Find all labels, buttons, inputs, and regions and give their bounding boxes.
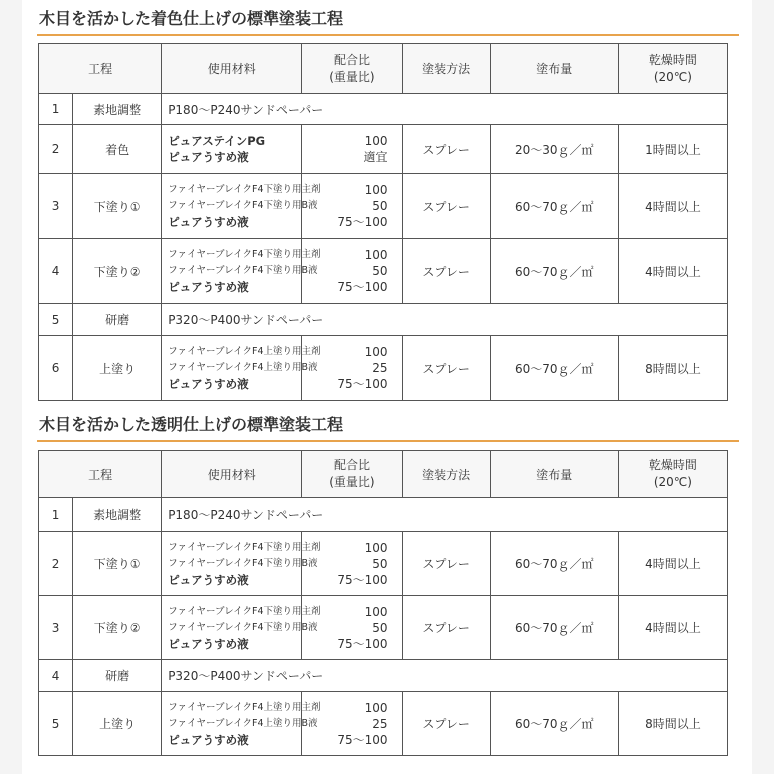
row-materials xyxy=(162,125,302,174)
table-row xyxy=(39,596,728,660)
ratio-line: 100 xyxy=(364,183,388,197)
ratio-line: 75～100 xyxy=(337,215,388,229)
row-step: 下塗り② xyxy=(73,596,162,660)
row-step: 素地調整 xyxy=(73,94,162,125)
row-span-text: P180～P240サンドペーパー xyxy=(162,498,728,532)
row-dry: 4時間以上 xyxy=(618,239,727,304)
row-dry: 1時間以上 xyxy=(618,125,727,174)
row-dry: 8時間以上 xyxy=(618,692,727,756)
ratio-line: 75～100 xyxy=(337,636,388,651)
header-step: 工程 xyxy=(39,44,162,94)
material-line: ファイヤーブレイクF4上塗り用主剤 xyxy=(168,701,321,713)
row-dry: 4時間以上 xyxy=(618,532,727,596)
header-material: 使用材料 xyxy=(162,451,302,498)
ratio-line: 100 xyxy=(364,134,388,148)
row-amount: 60～70ｇ／㎡ xyxy=(490,532,618,596)
header-amount: 塗布量 xyxy=(490,451,618,498)
row-dry: 4時間以上 xyxy=(618,596,727,660)
table-header-row xyxy=(39,451,728,498)
header-dry-line2: (20℃) xyxy=(653,69,692,84)
material-line: ピュアうすめ液 xyxy=(168,732,249,747)
material-line: ピュアうすめ液 xyxy=(168,150,249,164)
material-line: ピュアうすめ液 xyxy=(168,636,249,651)
row-materials xyxy=(162,174,321,239)
ratio-line: 50 xyxy=(372,199,388,213)
table-row xyxy=(39,94,728,125)
material-line: ファイヤーブレイクF4下塗り用B液 xyxy=(168,265,318,276)
material-line: ファイヤーブレイクF4下塗り用主剤 xyxy=(168,605,321,617)
row-number: 2 xyxy=(39,125,73,174)
material-line: ファイヤーブレイクF4下塗り用主剤 xyxy=(168,249,321,260)
table-row xyxy=(39,660,728,692)
header-dry-line1: 乾燥時間 xyxy=(648,52,697,67)
ratio-line: 75～100 xyxy=(337,280,388,294)
row-number: 5 xyxy=(39,304,73,336)
ratio-line: 75～100 xyxy=(337,572,388,587)
row-number: 1 xyxy=(39,498,73,532)
row-dry: 8時間以上 xyxy=(618,336,727,401)
row-materials xyxy=(162,596,321,660)
ratio-line: 100 xyxy=(364,248,388,262)
row-dry: 4時間以上 xyxy=(618,174,727,239)
header-ratio-line1: 配合比 xyxy=(333,52,370,67)
header-method: 塗装方法 xyxy=(402,44,490,94)
row-method: スプレー xyxy=(402,532,490,596)
ratio-line: 100 xyxy=(364,604,388,619)
material-line: ファイヤーブレイクF4下塗り用B液 xyxy=(168,557,318,569)
row-span-text: P320～P400サンドペーパー xyxy=(162,660,728,692)
row-amount: 60～70ｇ／㎡ xyxy=(490,174,618,239)
row-number: 6 xyxy=(39,336,73,401)
row-amount: 60～70ｇ／㎡ xyxy=(490,692,618,756)
header-ratio xyxy=(302,451,402,498)
material-line: ピュアステインPG xyxy=(168,134,266,148)
table-row xyxy=(39,336,728,401)
material-line: ファイヤーブレイクF4下塗り用主剤 xyxy=(168,541,321,553)
row-step: 下塗り② xyxy=(73,239,162,304)
process-table-clear xyxy=(38,450,728,756)
row-method: スプレー xyxy=(402,125,490,174)
material-line: ピュアうすめ液 xyxy=(168,572,249,587)
table-row xyxy=(39,125,728,174)
ratio-line: 100 xyxy=(364,540,388,555)
row-method: スプレー xyxy=(402,596,490,660)
row-span-text: P180～P240サンドペーパー xyxy=(162,94,728,125)
table-row xyxy=(39,692,728,756)
material-line: ファイヤーブレイクF4上塗り用主剤 xyxy=(168,346,321,357)
material-line: ピュアうすめ液 xyxy=(168,377,249,391)
row-number: 3 xyxy=(39,596,73,660)
row-number: 3 xyxy=(39,174,73,239)
material-line: ファイヤーブレイクF4上塗り用B液 xyxy=(168,717,318,729)
row-step: 素地調整 xyxy=(73,498,162,532)
row-amount: 60～70ｇ／㎡ xyxy=(490,239,618,304)
row-number: 4 xyxy=(39,660,73,692)
ratio-line: 75～100 xyxy=(337,377,388,391)
header-material: 使用材料 xyxy=(162,44,302,94)
process-table-colored xyxy=(38,43,728,401)
ratio-line: 100 xyxy=(364,345,388,359)
ratio-line: 適宜 xyxy=(363,150,388,164)
material-line: ピュアうすめ液 xyxy=(168,280,249,294)
ratio-line: 100 xyxy=(364,700,388,715)
row-step: 研磨 xyxy=(73,660,162,692)
row-number: 1 xyxy=(39,94,73,125)
header-ratio-line1: 配合比 xyxy=(333,458,370,472)
row-amount: 60～70ｇ／㎡ xyxy=(490,336,618,401)
row-amount: 20～30ｇ／㎡ xyxy=(490,125,618,174)
row-step: 下塗り① xyxy=(73,532,162,596)
header-step: 工程 xyxy=(39,451,162,498)
material-line: ファイヤーブレイクF4下塗り用主剤 xyxy=(168,184,321,195)
material-line: ファイヤーブレイクF4上塗り用B液 xyxy=(168,362,318,373)
material-line: ファイヤーブレイクF4下塗り用B液 xyxy=(168,200,318,211)
row-step: 下塗り① xyxy=(73,174,162,239)
ratio-line: 75～100 xyxy=(337,732,388,747)
row-number: 2 xyxy=(39,532,73,596)
row-step: 着色 xyxy=(73,125,162,174)
row-materials xyxy=(162,239,321,304)
section-title-clear-finish: 木目を活かした透明仕上げの標準塗装工程 xyxy=(37,414,739,442)
row-materials xyxy=(162,532,321,596)
header-dry-line1: 乾燥時間 xyxy=(648,458,697,472)
header-amount: 塗布量 xyxy=(490,44,618,94)
row-method: スプレー xyxy=(402,692,490,756)
header-dry xyxy=(618,44,727,94)
table-row xyxy=(39,304,728,336)
row-step: 上塗り xyxy=(73,692,162,756)
row-step: 研磨 xyxy=(73,304,162,336)
ratio-line: 50 xyxy=(372,264,388,278)
header-method: 塗装方法 xyxy=(402,451,490,498)
material-line: ピュアうすめ液 xyxy=(168,215,249,229)
row-span-text: P320～P400サンドペーパー xyxy=(162,304,728,336)
table-header-row xyxy=(39,44,728,94)
row-number: 5 xyxy=(39,692,73,756)
section-title-colored-finish: 木目を活かした着色仕上げの標準塗装工程 xyxy=(37,8,739,36)
row-materials xyxy=(162,336,321,401)
header-ratio xyxy=(302,44,402,94)
row-method: スプレー xyxy=(402,239,490,304)
ratio-line: 50 xyxy=(372,620,388,635)
header-ratio-line2: (重量比) xyxy=(329,475,375,489)
ratio-line: 25 xyxy=(372,361,388,375)
row-amount: 60～70ｇ／㎡ xyxy=(490,596,618,660)
row-step: 上塗り xyxy=(73,336,162,401)
header-dry xyxy=(618,451,727,498)
row-method: スプレー xyxy=(402,336,490,401)
ratio-line: 50 xyxy=(372,556,388,571)
header-ratio-line2: (重量比) xyxy=(329,69,375,84)
row-materials xyxy=(162,692,321,756)
row-number: 4 xyxy=(39,239,73,304)
row-method: スプレー xyxy=(402,174,490,239)
header-dry-line2: (20℃) xyxy=(653,475,692,489)
table-row xyxy=(39,239,728,304)
table-row xyxy=(39,498,728,532)
ratio-line: 25 xyxy=(372,716,388,731)
material-line: ファイヤーブレイクF4下塗り用B液 xyxy=(168,621,318,633)
row-ratios xyxy=(302,125,402,174)
table-row xyxy=(39,532,728,596)
table-row xyxy=(39,174,728,239)
